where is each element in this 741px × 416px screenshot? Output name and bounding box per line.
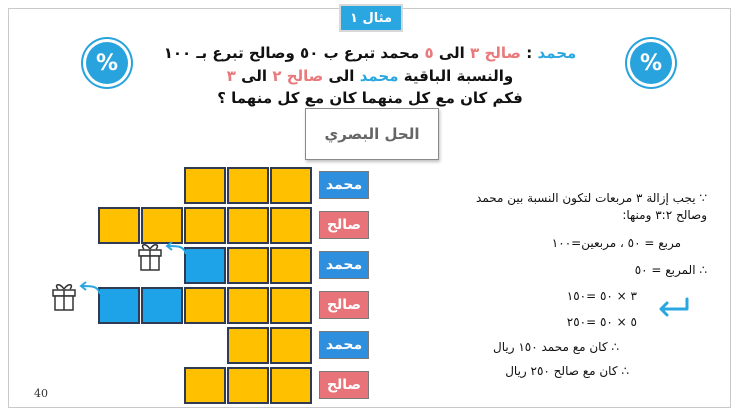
problem-text: الى (433, 44, 465, 62)
ratio-square (227, 167, 269, 204)
saleh-tag: صالح (319, 291, 369, 319)
ratio-square (98, 207, 140, 244)
ratio-square (270, 247, 312, 284)
problem-number: ٥ (424, 44, 434, 62)
problem-name-saleh: صالح (484, 44, 522, 62)
removed-square (141, 287, 183, 324)
ratio-square (227, 247, 269, 284)
percent-icon: % (639, 50, 663, 76)
saleh-tag: صالح (319, 371, 369, 399)
reasoning-line-6: ٥ × ٥٠ =٢٥٠ (566, 315, 637, 329)
ratio-square (227, 327, 269, 364)
arrow-icon (164, 240, 188, 256)
reasoning-line-2: وصالح ٣:٢ ومنها: (622, 208, 707, 222)
ratio-square (227, 207, 269, 244)
ratio-square (270, 327, 312, 364)
problem-line-2 (120, 67, 620, 85)
problem-text: الى (323, 67, 360, 85)
ratio-square (141, 207, 183, 244)
ratio-square (184, 367, 226, 404)
problem-text: والنسبة الباقية (398, 67, 514, 85)
ratio-square (270, 287, 312, 324)
visual-solution-label: الحل البصري (324, 125, 420, 143)
page-number: 40 (34, 387, 48, 400)
muhammad-tag: محمد (319, 331, 369, 359)
problem-line-3 (120, 89, 620, 107)
removed-square (98, 287, 140, 324)
problem-name-saleh: صالح (286, 67, 324, 85)
reasoning-line-3: مربع = ٥٠ ، مربعين=١٠٠ (551, 236, 681, 250)
muhammad-tag: محمد (319, 251, 369, 279)
problem-text: محمد تبرع ب ٥٠ وصالح تبرع بـ ١٠٠ (163, 44, 425, 62)
percent-icon: % (95, 50, 119, 76)
ratio-square (227, 367, 269, 404)
problem-number: ٣ (464, 44, 485, 62)
visual-solution-box (305, 108, 439, 160)
ratio-square (270, 207, 312, 244)
saleh-tag: صالح (319, 211, 369, 239)
problem-text: فكم كان مع كل منهما كان مع كل منهما ؟ (217, 89, 523, 107)
reasoning-line-4: ∴ المربع = ٥٠ (634, 263, 707, 277)
problem-number: ٣ (226, 67, 236, 85)
problem-text: الى (235, 67, 268, 85)
problem-number: ٢ (267, 67, 287, 85)
percent-badge-right (630, 42, 672, 84)
gift-icon (136, 241, 164, 277)
ratio-square (184, 207, 226, 244)
ratio-square (184, 287, 226, 324)
example-tab (339, 4, 403, 32)
problem-name-muhammad: محمد (537, 44, 577, 62)
problem-name-muhammad: محمد (359, 67, 399, 85)
muhammad-tag: محمد (319, 171, 369, 199)
ratio-square (270, 167, 312, 204)
removed-square (184, 247, 226, 284)
gift-icon (50, 281, 78, 317)
ratio-square (227, 287, 269, 324)
problem-line-1 (120, 44, 620, 62)
ratio-square (184, 167, 226, 204)
example-tab-label: مثال ١ (350, 10, 392, 26)
problem-text: : (521, 44, 538, 62)
arrow-icon (78, 280, 102, 296)
reasoning-line-5: ٣ × ٥٠ =١٥٠ (566, 289, 637, 303)
return-arrow-icon (655, 296, 691, 318)
reasoning-line-1: ∵ يجب إزالة ٣ مربعات لتكون النسبة بين محمد (476, 191, 707, 205)
reasoning-line-7: ∴ كان مع محمد ١٥٠ ريال (493, 340, 619, 354)
ratio-square (270, 367, 312, 404)
reasoning-line-8: ∴ كان مع صالح ٢٥٠ ريال (505, 364, 629, 378)
